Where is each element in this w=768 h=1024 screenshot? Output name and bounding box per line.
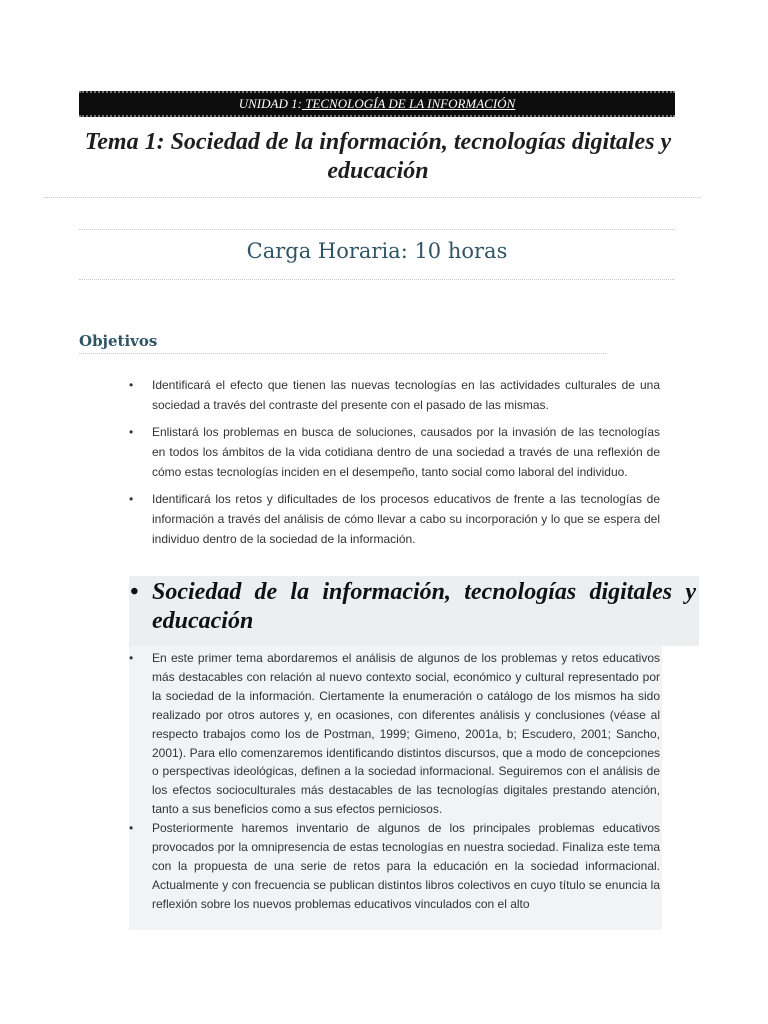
bullet-icon: • [130, 579, 139, 605]
objetivos-heading: Objetivos [79, 332, 158, 350]
bullet-icon: • [129, 425, 134, 439]
bullet-icon: • [129, 378, 134, 392]
bullet-icon: • [129, 651, 134, 665]
list-item [129, 819, 660, 914]
list-item [129, 649, 660, 819]
bullet-icon: • [129, 492, 134, 506]
unit-prefix: UNIDAD 1: [238, 96, 302, 111]
unit-topic-link[interactable]: TECNOLOGÍA DE LA INFORMACIÓN [301, 96, 516, 111]
objetivo-text: Identificará los retos y dificultades de los procesos educativos de frente a las tecnologías de información a través del análisis de cómo llevar a cabo su incorporación y lo que se espera del individuo dentro de la sociedad de la información. [152, 492, 660, 546]
carga-horaria: Carga Horaria: 10 horas [246, 239, 508, 263]
paragraph-text: Posteriormente haremos inventario de algunos de los principales problemas educativos provocados por la omnipresencia de estas tecnologías en nuestra sociedad. Finaliza este tema con la propuesta de una serie de retos para la educación en la sociedad informacional. Actualmente y con frecuencia se publican distintos libros colectivos en cuyo título se enuncia la reflexión sobre los nuevos problemas educativos vinculados con el alto [152, 821, 660, 911]
bullet-icon: • [129, 821, 134, 836]
objetivo-text: Identificará el efecto que tienen las nuevas tecnologías en las actividades culturales de una sociedad a través del contraste del presente con el pasado de las mismas. [152, 378, 660, 412]
section-heading-text: Sociedad de la información, tecnologías digitales y educación [152, 579, 696, 634]
objetivo-text: Enlistará los problemas en busca de soluciones, causados por la invasión de las tecnologías en todos los ámbitos de la vida cotidiana dentro de una sociedad a través de una reflexión de cómo estas tecnologías inciden en el desempeño, tanto social como laboral del individuo. [152, 425, 660, 479]
section-body-list [129, 649, 660, 914]
paragraph-text: En este primer tema abordaremos el análisis de algunos de los problemas y retos educativos más destacables con relación al nuevo contexto social, económico y cultural representado por la sociedad de la información. Ciertamente la enumeración o catálogo de los mismos ha sido realizado por otros autores y, en ocasiones, con diferentes análisis y conclusiones (véase al respecto trabajos como los de Postman, 1999; Gimeno, 2001a, b; Escudero, 2001; Sancho, 2001). Para ello comenzaremos identificando distintos discursos, que a modo de concepciones o perspectivas ideológicas, definen a la sociedad informacional. Seguiremos con el análisis de los efectos socioculturales más destacables de las tecnologías digitales prestando atención, tanto a sus beneficios como a sus efectos perniciosos. [152, 651, 660, 817]
tema-title: Tema 1: Sociedad de la información, tecnologías digitales y educación [84, 129, 672, 184]
